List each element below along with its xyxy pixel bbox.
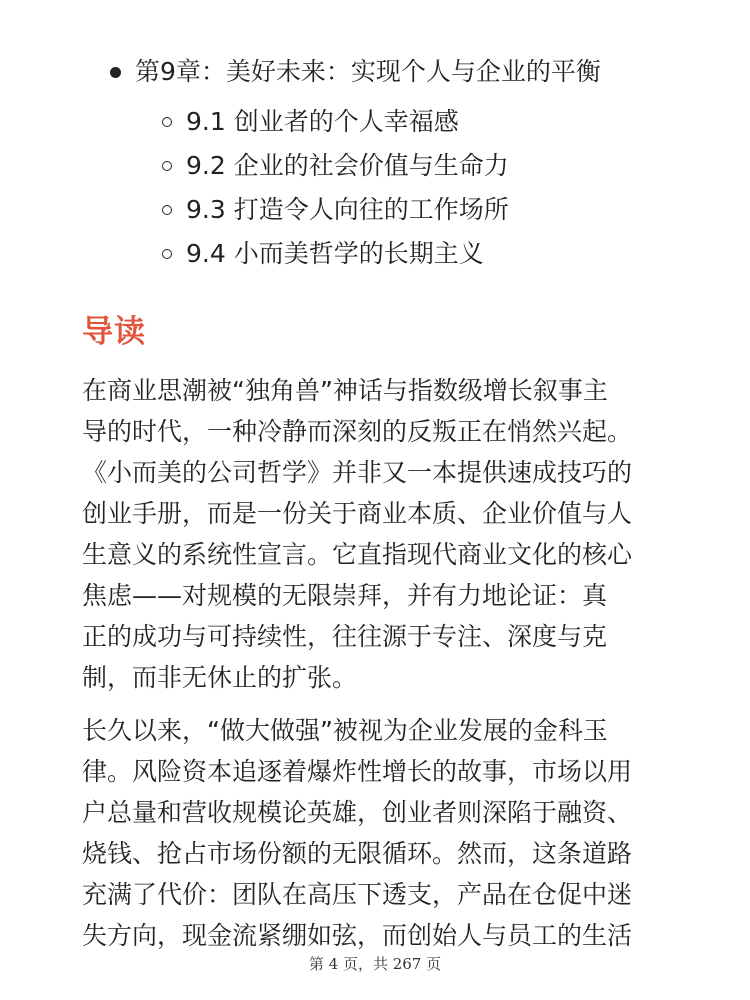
text-line: 制，而非无休止的扩张。 bbox=[82, 663, 358, 692]
bullet-circle-icon bbox=[162, 117, 172, 127]
section-heading: 导读 bbox=[82, 314, 146, 350]
toc-chapter-9 bbox=[110, 50, 730, 94]
text-line: 正的成功与可持续性，往往源于专注、深度与克 bbox=[82, 622, 608, 651]
toc-chapter-title: 第9章：美好未来：实现个人与企业的平衡 bbox=[135, 57, 601, 86]
toc-section-label: 9.1 创业者的个人幸福感 bbox=[186, 107, 459, 136]
text-line: 焦虑——对规模的无限崇拜，并有力地论证：真 bbox=[82, 581, 608, 610]
text-line: 失方向，现金流紧绷如弦，而创始人与员工的生活 bbox=[82, 921, 633, 950]
body-text bbox=[82, 370, 657, 968]
text-line: 在商业思潮被“独角兽”神话与指数级增长叙事主 bbox=[82, 376, 608, 405]
text-line: 导的时代，一种冷静而深刻的反叛正在悄然兴起。 bbox=[82, 417, 633, 446]
toc-section-9-1 bbox=[162, 100, 730, 144]
bullet-circle-icon bbox=[162, 161, 172, 171]
text-line: 律。风险资本追逐着爆炸性增长的故事，市场以用 bbox=[82, 757, 633, 786]
paragraph-1 bbox=[82, 370, 657, 698]
text-line: 长久以来，“做大做强”被视为企业发展的金科玉 bbox=[82, 716, 608, 745]
toc-section-label: 9.2 企业的社会价值与生命力 bbox=[186, 151, 509, 180]
toc-section-label: 9.3 打造令人向往的工作场所 bbox=[186, 195, 509, 224]
text-line: 《小而美的公司哲学》并非又一本提供速成技巧的 bbox=[82, 458, 633, 487]
paragraph-2 bbox=[82, 710, 657, 956]
toc-subsection-list bbox=[110, 100, 730, 276]
toc-section-label: 9.4 小而美哲学的长期主义 bbox=[186, 239, 484, 268]
text-line: 生意义的系统性宣言。它直指现代商业文化的核心 bbox=[82, 540, 633, 569]
toc-section-9-4 bbox=[162, 232, 730, 276]
page-number-footer: 第 4 页，共 267 页 bbox=[308, 955, 442, 973]
text-line: 充满了代价：团队在高压下透支，产品在仓促中迷 bbox=[82, 880, 633, 909]
text-line: 烧钱、抢占市场份额的无限循环。然而，这条道路 bbox=[82, 839, 633, 868]
toc-section-9-3 bbox=[162, 188, 730, 232]
text-line: 创业手册，而是一份关于商业本质、企业价值与人 bbox=[82, 499, 633, 528]
text-line: 户总量和营收规模论英雄，创业者则深陷于融资、 bbox=[82, 798, 633, 827]
toc-section-9-2 bbox=[162, 144, 730, 188]
bullet-circle-icon bbox=[162, 205, 172, 215]
bullet-disc-icon bbox=[110, 67, 121, 78]
table-of-contents bbox=[110, 50, 730, 276]
bullet-circle-icon bbox=[162, 249, 172, 259]
